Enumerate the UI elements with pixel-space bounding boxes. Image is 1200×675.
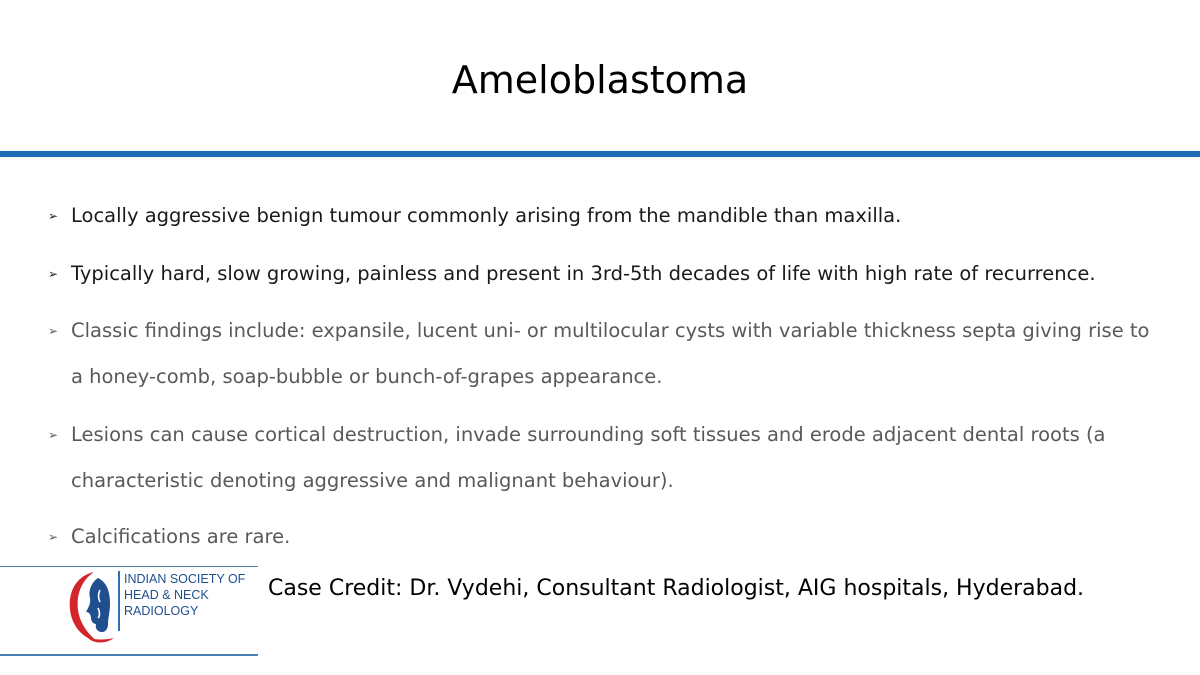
bullet-text: Lesions can cause cortical destruction, invade surrounding soft tissues and erode adjacent dental roots (a characteristic denoting aggressive and malignant behaviour).	[71, 423, 1106, 492]
bullet-item	[48, 251, 1158, 297]
bullet-item	[48, 412, 1158, 504]
case-credit: Case Credit: Dr. Vydehi, Consultant Radiologist, AIG hospitals, Hyderabad.	[268, 576, 1085, 601]
bullet-item	[48, 193, 1158, 239]
arrowhead-bullet-icon: ➢	[48, 530, 59, 544]
bullet-item	[48, 514, 1158, 560]
society-logo-text	[118, 571, 258, 631]
bullet-item	[48, 308, 1158, 400]
bullet-text: Typically hard, slow growing, painless and present in 3rd-5th decades of life with high rate of recurrence.	[71, 262, 1096, 285]
bullet-text: Locally aggressive benign tumour commonly arising from the mandible than maxilla.	[71, 204, 902, 227]
logo-bottom-rule	[0, 654, 258, 656]
logo-line-3: RADIOLOGY	[124, 604, 199, 618]
slide-title: Ameloblastoma	[451, 58, 749, 102]
bullet-text: Classic findings include: expansile, lucent uni- or multilocular cysts with variable thickness septa giving rise to a honey-comb, soap-bubble or bunch-of-grapes appearance.	[71, 319, 1150, 388]
title-divider	[0, 151, 1200, 157]
logo-top-rule	[0, 566, 258, 567]
arrowhead-bullet-icon: ➢	[48, 324, 59, 338]
logo-line-2: HEAD & NECK	[124, 588, 209, 602]
logo-line-1: INDIAN SOCIETY OF	[124, 572, 246, 586]
arrowhead-bullet-icon: ➢	[48, 267, 59, 281]
bullet-text: Calcifications are rare.	[71, 525, 291, 548]
arrowhead-bullet-icon: ➢	[48, 209, 59, 223]
head-profile-logo-icon	[64, 568, 120, 646]
arrowhead-bullet-icon: ➢	[48, 428, 59, 442]
